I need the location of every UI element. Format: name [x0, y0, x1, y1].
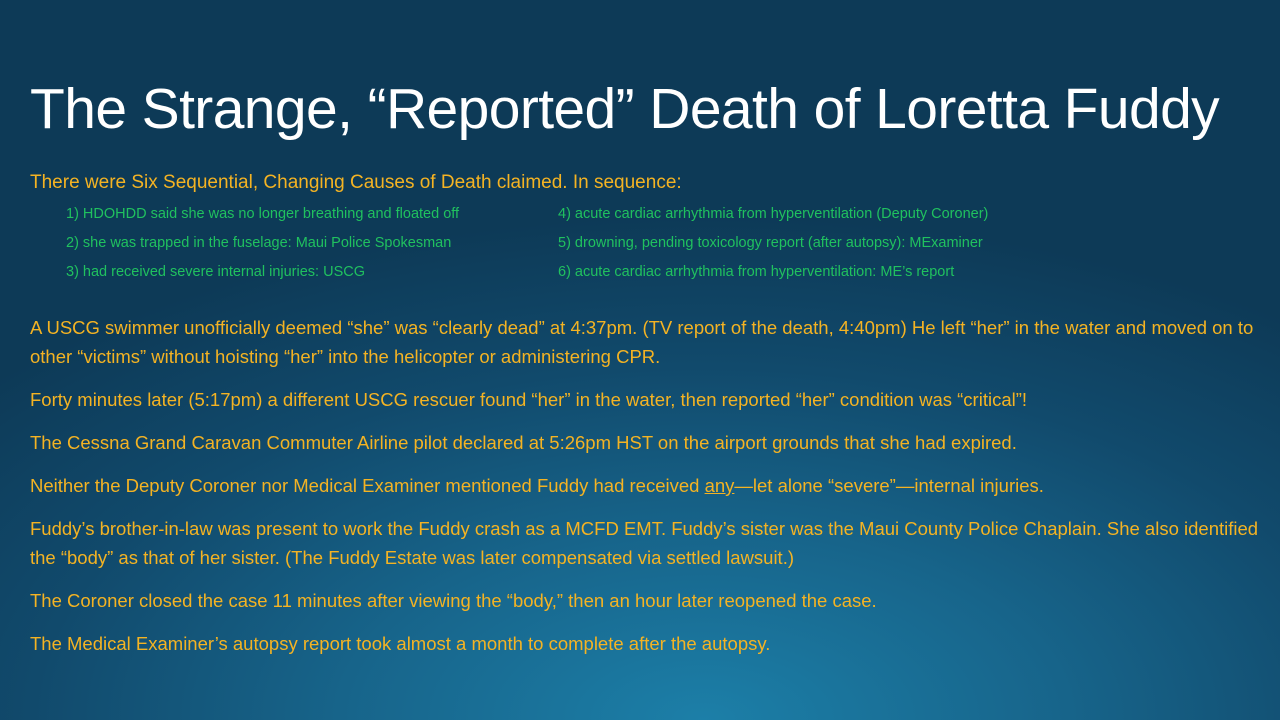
- cause-item: 6) acute cardiac arrhythmia from hyperventilation: ME’s report: [558, 264, 955, 280]
- cause-item: 5) drowning, pending toxicology report (after autopsy): MExaminer: [558, 235, 983, 251]
- intro-line: There were Six Sequential, Changing Causes of Death claimed. In sequence:: [30, 172, 682, 193]
- slide-title: The Strange, “Reported” Death of Loretta Fuddy: [30, 77, 1220, 141]
- cause-item: 1) HDOHDD said she was no longer breathing and floated off: [66, 206, 460, 222]
- paragraph-uscg-swimmer: A USCG swimmer unofficially deemed “she” was “clearly dead” at 4:37pm. (TV report of the death, 4:40pm) He left “her” in the water and moved on to other “victims” without hoisting “her” into the helicopter or administering CPR.: [30, 317, 1254, 367]
- body-text: [30, 313, 1265, 672]
- paragraph-injuries-text: Neither the Deputy Coroner nor Medical Examiner mentioned Fuddy had received: [30, 475, 705, 496]
- underlined-word: any: [704, 475, 735, 496]
- paragraph-injuries-text-end: —let alone “severe”—internal injuries.: [734, 475, 1044, 496]
- paragraph-family: Fuddy’s brother-in-law was present to work the Fuddy crash as a MCFD EMT. Fuddy’s sister was the Maui County Police Chaplain. She also identified the “body” as that of her sister. (The Fuddy Estate was later compensated via settled lawsuit.): [30, 518, 1259, 568]
- paragraph-coroner: The Coroner closed the case 11 minutes after viewing the “body,” then an hour later reopened the case.: [30, 590, 877, 611]
- paragraph-pilot: The Cessna Grand Caravan Commuter Airline pilot declared at 5:26pm HST on the airport grounds that she had expired.: [30, 432, 1017, 453]
- cause-item: 2) she was trapped in the fuselage: Maui Police Spokesman: [66, 235, 452, 251]
- cause-item: 4) acute cardiac arrhythmia from hyperventilation (Deputy Coroner): [558, 206, 989, 222]
- paragraph-second-rescuer: Forty minutes later (5:17pm) a different USCG rescuer found “her” in the water, then reported “her” condition was “critical”!: [30, 389, 1028, 410]
- paragraph-injuries: [30, 471, 1265, 500]
- causes-list: [66, 204, 1226, 282]
- cause-item: 3) had received severe internal injuries: USCG: [66, 264, 365, 280]
- paragraph-autopsy: The Medical Examiner’s autopsy report took almost a month to complete after the autopsy.: [30, 633, 771, 654]
